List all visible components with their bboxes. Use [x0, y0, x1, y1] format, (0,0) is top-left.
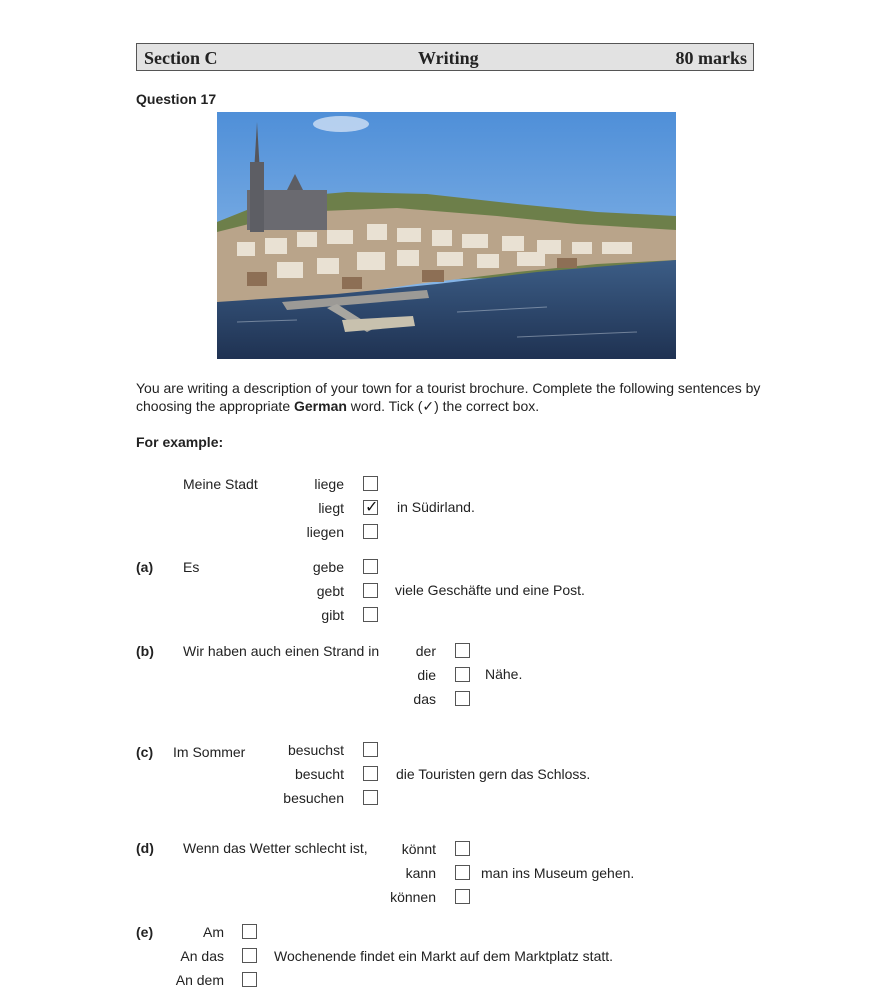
for-example-label: For example:: [136, 434, 224, 450]
section-title: Writing: [418, 48, 479, 68]
item-c-option: besuchen: [283, 790, 344, 806]
example-option: liegen: [306, 524, 344, 540]
example-checkbox[interactable]: [363, 476, 378, 491]
item-a-checkbox[interactable]: [363, 559, 378, 574]
town-photo: [217, 112, 676, 359]
example-option: liegt: [318, 500, 344, 516]
item-b-option: der: [415, 643, 436, 659]
item-d-end: man ins Museum gehen.: [481, 865, 635, 881]
item-b-checkbox[interactable]: [455, 667, 470, 682]
question-title: Question 17: [136, 91, 217, 107]
item-e-checkbox[interactable]: [242, 948, 257, 963]
item-c-stem: Im Sommer: [173, 744, 246, 760]
item-c-checkbox[interactable]: [363, 790, 378, 805]
item-e-checkbox[interactable]: [242, 924, 257, 939]
item-a-checkbox[interactable]: [363, 583, 378, 598]
item-d-option: können: [390, 889, 436, 905]
item-b-checkbox[interactable]: [455, 691, 470, 706]
example-checkbox-checked[interactable]: [363, 500, 378, 515]
item-e-label: (e): [136, 924, 154, 940]
item-c-label: (c): [136, 744, 154, 760]
item-a-checkbox[interactable]: [363, 607, 378, 622]
example-checkbox[interactable]: [363, 524, 378, 539]
item-c-option: besucht: [294, 766, 344, 782]
item-a-stem: Es: [183, 559, 200, 575]
instructions: You are writing a description of your town for a tourist brochure. Complete the following sentences by choosing the appropriate German word. Tick (✓) the correct box.: [136, 380, 761, 414]
item-e-option: An dem: [175, 972, 224, 988]
section-label: Section C: [144, 48, 218, 68]
item-b-end: Nähe.: [485, 666, 523, 682]
item-b-option: das: [413, 691, 436, 707]
item-b-option: die: [417, 667, 436, 683]
item-b-checkbox[interactable]: [455, 643, 470, 658]
example-option: liege: [314, 476, 344, 492]
item-c-checkbox[interactable]: [363, 742, 378, 757]
section-header: [136, 43, 754, 71]
item-a-option: gibt: [321, 607, 344, 623]
item-e-end: Wochenende findet ein Markt auf dem Marktplatz statt.: [274, 948, 614, 964]
item-a-end: viele Geschäfte und eine Post.: [395, 582, 585, 598]
item-a-option: gebe: [312, 559, 344, 575]
example-end: in Südirland.: [397, 499, 475, 515]
item-a-option: gebt: [316, 583, 344, 599]
item-d-option: kann: [405, 865, 436, 881]
item-b-stem: Wir haben auch einen Strand in: [183, 643, 380, 659]
item-b-label: (b): [136, 643, 154, 659]
tick-icon: ✓: [365, 499, 379, 516]
item-d-option: könnt: [401, 841, 436, 857]
example-stem: Meine Stadt: [183, 476, 258, 492]
item-c-option: besuchst: [287, 742, 344, 758]
item-c-end: die Touristen gern das Schloss.: [396, 766, 591, 782]
item-e-option: Am: [203, 924, 224, 940]
item-d-checkbox[interactable]: [455, 865, 470, 880]
item-d-label: (d): [136, 840, 154, 856]
item-a-label: (a): [136, 559, 154, 575]
item-e-checkbox[interactable]: [242, 972, 257, 987]
item-c-checkbox[interactable]: [363, 766, 378, 781]
item-e-option: An das: [180, 948, 224, 964]
item-d-checkbox[interactable]: [455, 889, 470, 904]
item-d-stem: Wenn das Wetter schlecht ist,: [183, 840, 368, 856]
section-marks: 80 marks: [675, 48, 747, 68]
item-d-checkbox[interactable]: [455, 841, 470, 856]
